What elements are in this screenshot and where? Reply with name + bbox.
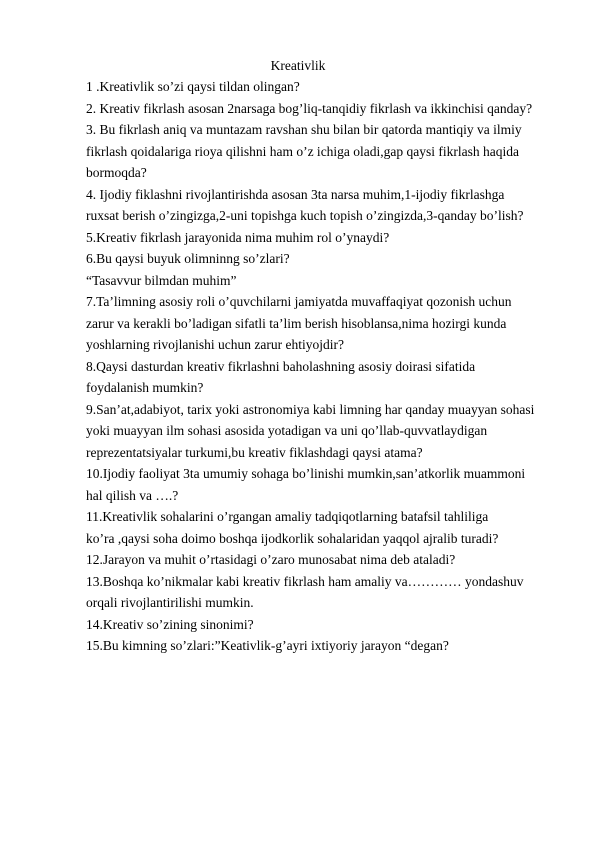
text-line-14: 8.Qaysi dasturdan kreativ fikrlashni baholashning asosiy doirasi sifatida <box>86 358 476 374</box>
text-line-12: zarur va kerakli bo’ladigan sifatli ta’lim berish hisoblansa,nima hozirgi kunda <box>86 315 507 331</box>
document-title: Kreativlik <box>270 58 326 73</box>
text-line-4: fikrlash qoidalariga rioya qilishni ham o’z ichiga oladi,gap qaysi fikrlash haqida <box>86 143 520 159</box>
text-line-13: yoshlarning rivojlanishi uchun zarur ehtiyojdir? <box>86 337 344 352</box>
text-line-2: 2. Kreativ fikrlash asosan 2narsaga bog’liq-tanqidiy fikrlash va ikkinchisi qanday? <box>86 100 533 116</box>
text-line-3: 3. Bu fikrlash aniq va muntazam ravshan shu bilan bir qatorda mantiqiy va ilmiy <box>86 122 522 137</box>
text-line-10: “Tasavvur bilmdan muhim” <box>86 272 237 288</box>
text-line-15: foydalanish mumkin? <box>86 380 204 395</box>
text-line-16: 9.San’at,adabiyot, tarix yoki astronomiya kabi limning har qanday muayyan sohasi <box>86 401 535 417</box>
text-line-5: bormoqda? <box>86 165 147 180</box>
text-line-26: 14.Kreativ so’zining sinonimi? <box>86 616 254 632</box>
text-line-19: 10.Ijodiy faoliyat 3ta umumiy sohaga bo’linishi mumkin,san’atkorlik muammoni <box>86 466 526 481</box>
text-line-23: 12.Jarayon va muhit o’rtasidagi o’zaro munosabat nima deb ataladi? <box>86 552 456 567</box>
text-line-7: ruxsat berish o’zingizga,2-uni topishga kuch topish o’zingizda,3-qanday bo’lish? <box>86 208 524 223</box>
text-line-27: 15.Bu kimning so’zlari:”Keativlik-g’ayri ixtiyoriy jarayon “degan? <box>86 638 449 653</box>
text-line-8: 5.Kreativ fikrlash jarayonida nima muhim rol o’ynaydi? <box>86 229 390 245</box>
document-body <box>86 76 566 657</box>
text-line-24: 13.Boshqa ko’nikmalar kabi kreativ fikrlash ham amaliy va………… yondashuv <box>86 573 524 589</box>
text-line-1: 1 .Kreativlik so’zi qaysi tildan olingan? <box>86 79 300 94</box>
text-line-11: 7.Ta’limning asosiy roli o’quvchilarni jamiyatda muvaffaqiyat qozonish uchun <box>86 294 512 309</box>
text-line-18: reprezentatsiyalar turkumi,bu kreativ fiklashdagi qaysi atama? <box>86 444 423 460</box>
text-line-6: 4. Ijodiy fiklashni rivojlantirishda asosan 3ta narsa muhim,1-ijodiy fikrlashga <box>86 186 505 202</box>
text-line-25: orqali rivojlantirilishi mumkin. <box>86 595 254 610</box>
text-line-21: 11.Kreativlik sohalarini o’rgangan amaliy tadqiqotlarning batafsil tahliliga <box>86 509 489 524</box>
text-line-9: 6.Bu qaysi buyuk olimninng so’zlari? <box>86 251 290 266</box>
text-line-17: yoki muayyan ilm sohasi asosida yotadigan va uni qo’llab-quvvatlaydigan <box>86 423 488 438</box>
text-line-22: ko’ra ,qaysi soha doimo boshqa ijodkorlik sohalaridan yaqqol ajralib turadi? <box>86 530 499 546</box>
text-line-20: hal qilish va ….? <box>86 487 179 503</box>
